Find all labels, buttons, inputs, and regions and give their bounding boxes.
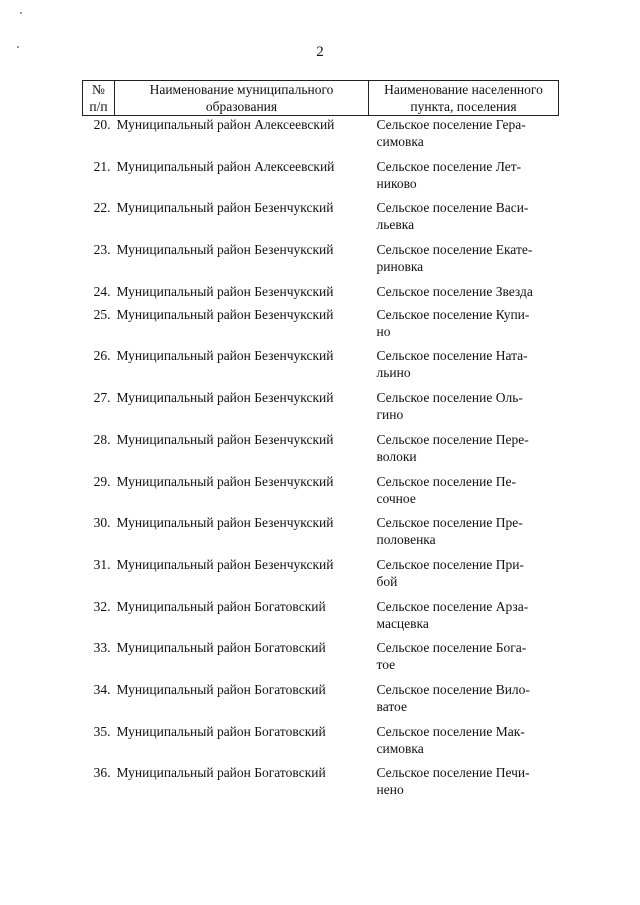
row-number: 30. (93, 515, 111, 531)
settlement-name-line: Сельское поселение Арза- (376, 598, 529, 614)
settlement-name (369, 199, 559, 241)
table-row (83, 598, 559, 640)
row-number: 35. (93, 723, 111, 739)
table-row (83, 389, 559, 431)
settlement-name-line: Сельское поселение Печи- (376, 765, 530, 781)
settlement-name (369, 241, 559, 283)
settlement-name-line: Сельское поселение Пе- (376, 473, 516, 489)
settlement-name-line: бой (376, 573, 398, 589)
settlement-name-line: льевка (376, 217, 415, 233)
table-row (83, 116, 559, 158)
settlement-name-line: Сельское поселение Вило- (376, 681, 530, 697)
settlement-name-line: Сельское поселение Оль- (376, 390, 523, 406)
settlement-name (369, 598, 559, 640)
municipality-name: Муниципальный район Безенчукский (116, 306, 334, 322)
settlement-name-line: Сельское поселение Бога- (376, 640, 527, 656)
row-number: 29. (93, 473, 111, 489)
municipality-name: Муниципальный район Безенчукский (116, 390, 334, 406)
municipality-name: Муниципальный район Безенчукский (116, 556, 334, 572)
settlement-name-line: Сельское поселение Гера- (376, 117, 526, 132)
settlements-table (82, 80, 559, 806)
settlement-name-line: тое (376, 657, 396, 673)
settlement-name-line: Сельское поселение Екате- (376, 242, 533, 258)
settlement-name-line: волоки (376, 448, 417, 464)
row-number: 20. (93, 117, 111, 132)
table-row (83, 473, 559, 515)
header-settlement: Наименование населенного пункта, поселения (369, 81, 559, 116)
settlement-name-line: Сельское поселение Васи- (376, 200, 529, 216)
row-number: 34. (93, 681, 111, 697)
settlement-name-line: Сельское поселение Купи- (376, 306, 530, 322)
settlement-name (369, 681, 559, 723)
settlement-name-line: симовка (376, 134, 424, 149)
row-number: 27. (93, 390, 111, 406)
municipality-name: Муниципальный район Богатовский (116, 723, 326, 739)
scan-speck (20, 12, 22, 14)
table-row (83, 347, 559, 389)
settlement-name-line: льино (376, 365, 411, 381)
settlement-name-line: гино (376, 407, 404, 423)
settlement-name-line: нено (376, 782, 404, 798)
settlement-name-line: ватое (376, 698, 407, 714)
header-municipality: Наименование муниципального образования (115, 81, 369, 116)
table-row (83, 199, 559, 241)
table-row (83, 639, 559, 681)
row-number: 31. (93, 556, 111, 572)
settlement-name-line: масцевка (376, 615, 429, 631)
settlement-name (369, 764, 559, 806)
settlement-name (369, 556, 559, 598)
settlement-name-line: половенка (376, 532, 436, 548)
settlement-name-line: Сельское поселение Ната- (376, 348, 528, 364)
table-row (83, 681, 559, 723)
settlement-name (369, 283, 559, 306)
row-number: 21. (93, 158, 111, 174)
row-number: 22. (93, 200, 111, 216)
table-row (83, 241, 559, 283)
table-row (83, 514, 559, 556)
table-row (83, 556, 559, 598)
settlement-name-line: Сельское поселение Звезда (376, 283, 533, 299)
row-number: 23. (93, 242, 111, 258)
row-number: 28. (93, 431, 111, 447)
table-row (83, 158, 559, 200)
settlement-name-line: Сельское поселение Пре- (376, 515, 523, 531)
row-number: 36. (93, 765, 111, 781)
settlement-name-line: Сельское поселение Лет- (376, 158, 522, 174)
settlement-name-line: но (376, 323, 391, 339)
settlement-name-line: Сельское поселение Пере- (376, 431, 529, 447)
municipality-name: Муниципальный район Богатовский (116, 598, 326, 614)
municipality-name: Муниципальный район Безенчукский (116, 242, 334, 258)
municipality-name: Муниципальный район Безенчукский (116, 348, 334, 364)
settlement-name (369, 158, 559, 200)
settlement-name (369, 347, 559, 389)
scan-speck (17, 46, 19, 48)
municipality-name: Муниципальный район Безенчукский (116, 283, 334, 299)
settlement-name (369, 639, 559, 681)
municipality-name: Муниципальный район Алексеевский (116, 117, 335, 132)
table-row (83, 723, 559, 765)
settlement-name-line: никово (376, 175, 417, 191)
row-number: 24. (93, 283, 111, 299)
settlement-name (369, 473, 559, 515)
settlement-name (369, 514, 559, 556)
table-header-row (83, 81, 559, 116)
municipality-name: Муниципальный район Богатовский (116, 765, 326, 781)
table-row (83, 764, 559, 806)
settlement-name-line: Сельское поселение При- (376, 556, 524, 572)
settlement-name-line: симовка (376, 740, 424, 756)
settlement-name-line: сочное (376, 490, 416, 506)
municipality-name: Муниципальный район Богатовский (116, 640, 326, 656)
settlement-name (369, 389, 559, 431)
row-number: 26. (93, 348, 111, 364)
row-number: 32. (93, 598, 111, 614)
header-number: № п/п (83, 81, 115, 116)
row-number: 33. (93, 640, 111, 656)
settlement-name (369, 306, 559, 348)
page-number: 2 (316, 44, 324, 60)
table-row (83, 283, 559, 306)
settlement-name (369, 431, 559, 473)
municipality-name: Муниципальный район Безенчукский (116, 515, 334, 531)
table-row (83, 431, 559, 473)
municipality-name: Муниципальный район Безенчукский (116, 200, 334, 216)
municipality-name: Муниципальный район Алексеевский (116, 158, 335, 174)
row-number: 25. (93, 306, 111, 322)
municipality-name: Муниципальный район Безенчукский (116, 473, 334, 489)
settlement-name (369, 116, 559, 158)
municipality-name: Муниципальный район Богатовский (116, 681, 326, 697)
settlement-name-line: риновка (376, 259, 424, 275)
municipality-name: Муниципальный район Безенчукский (116, 431, 334, 447)
table-row (83, 306, 559, 348)
settlement-name (369, 723, 559, 765)
settlement-name-line: Сельское поселение Мак- (376, 723, 525, 739)
